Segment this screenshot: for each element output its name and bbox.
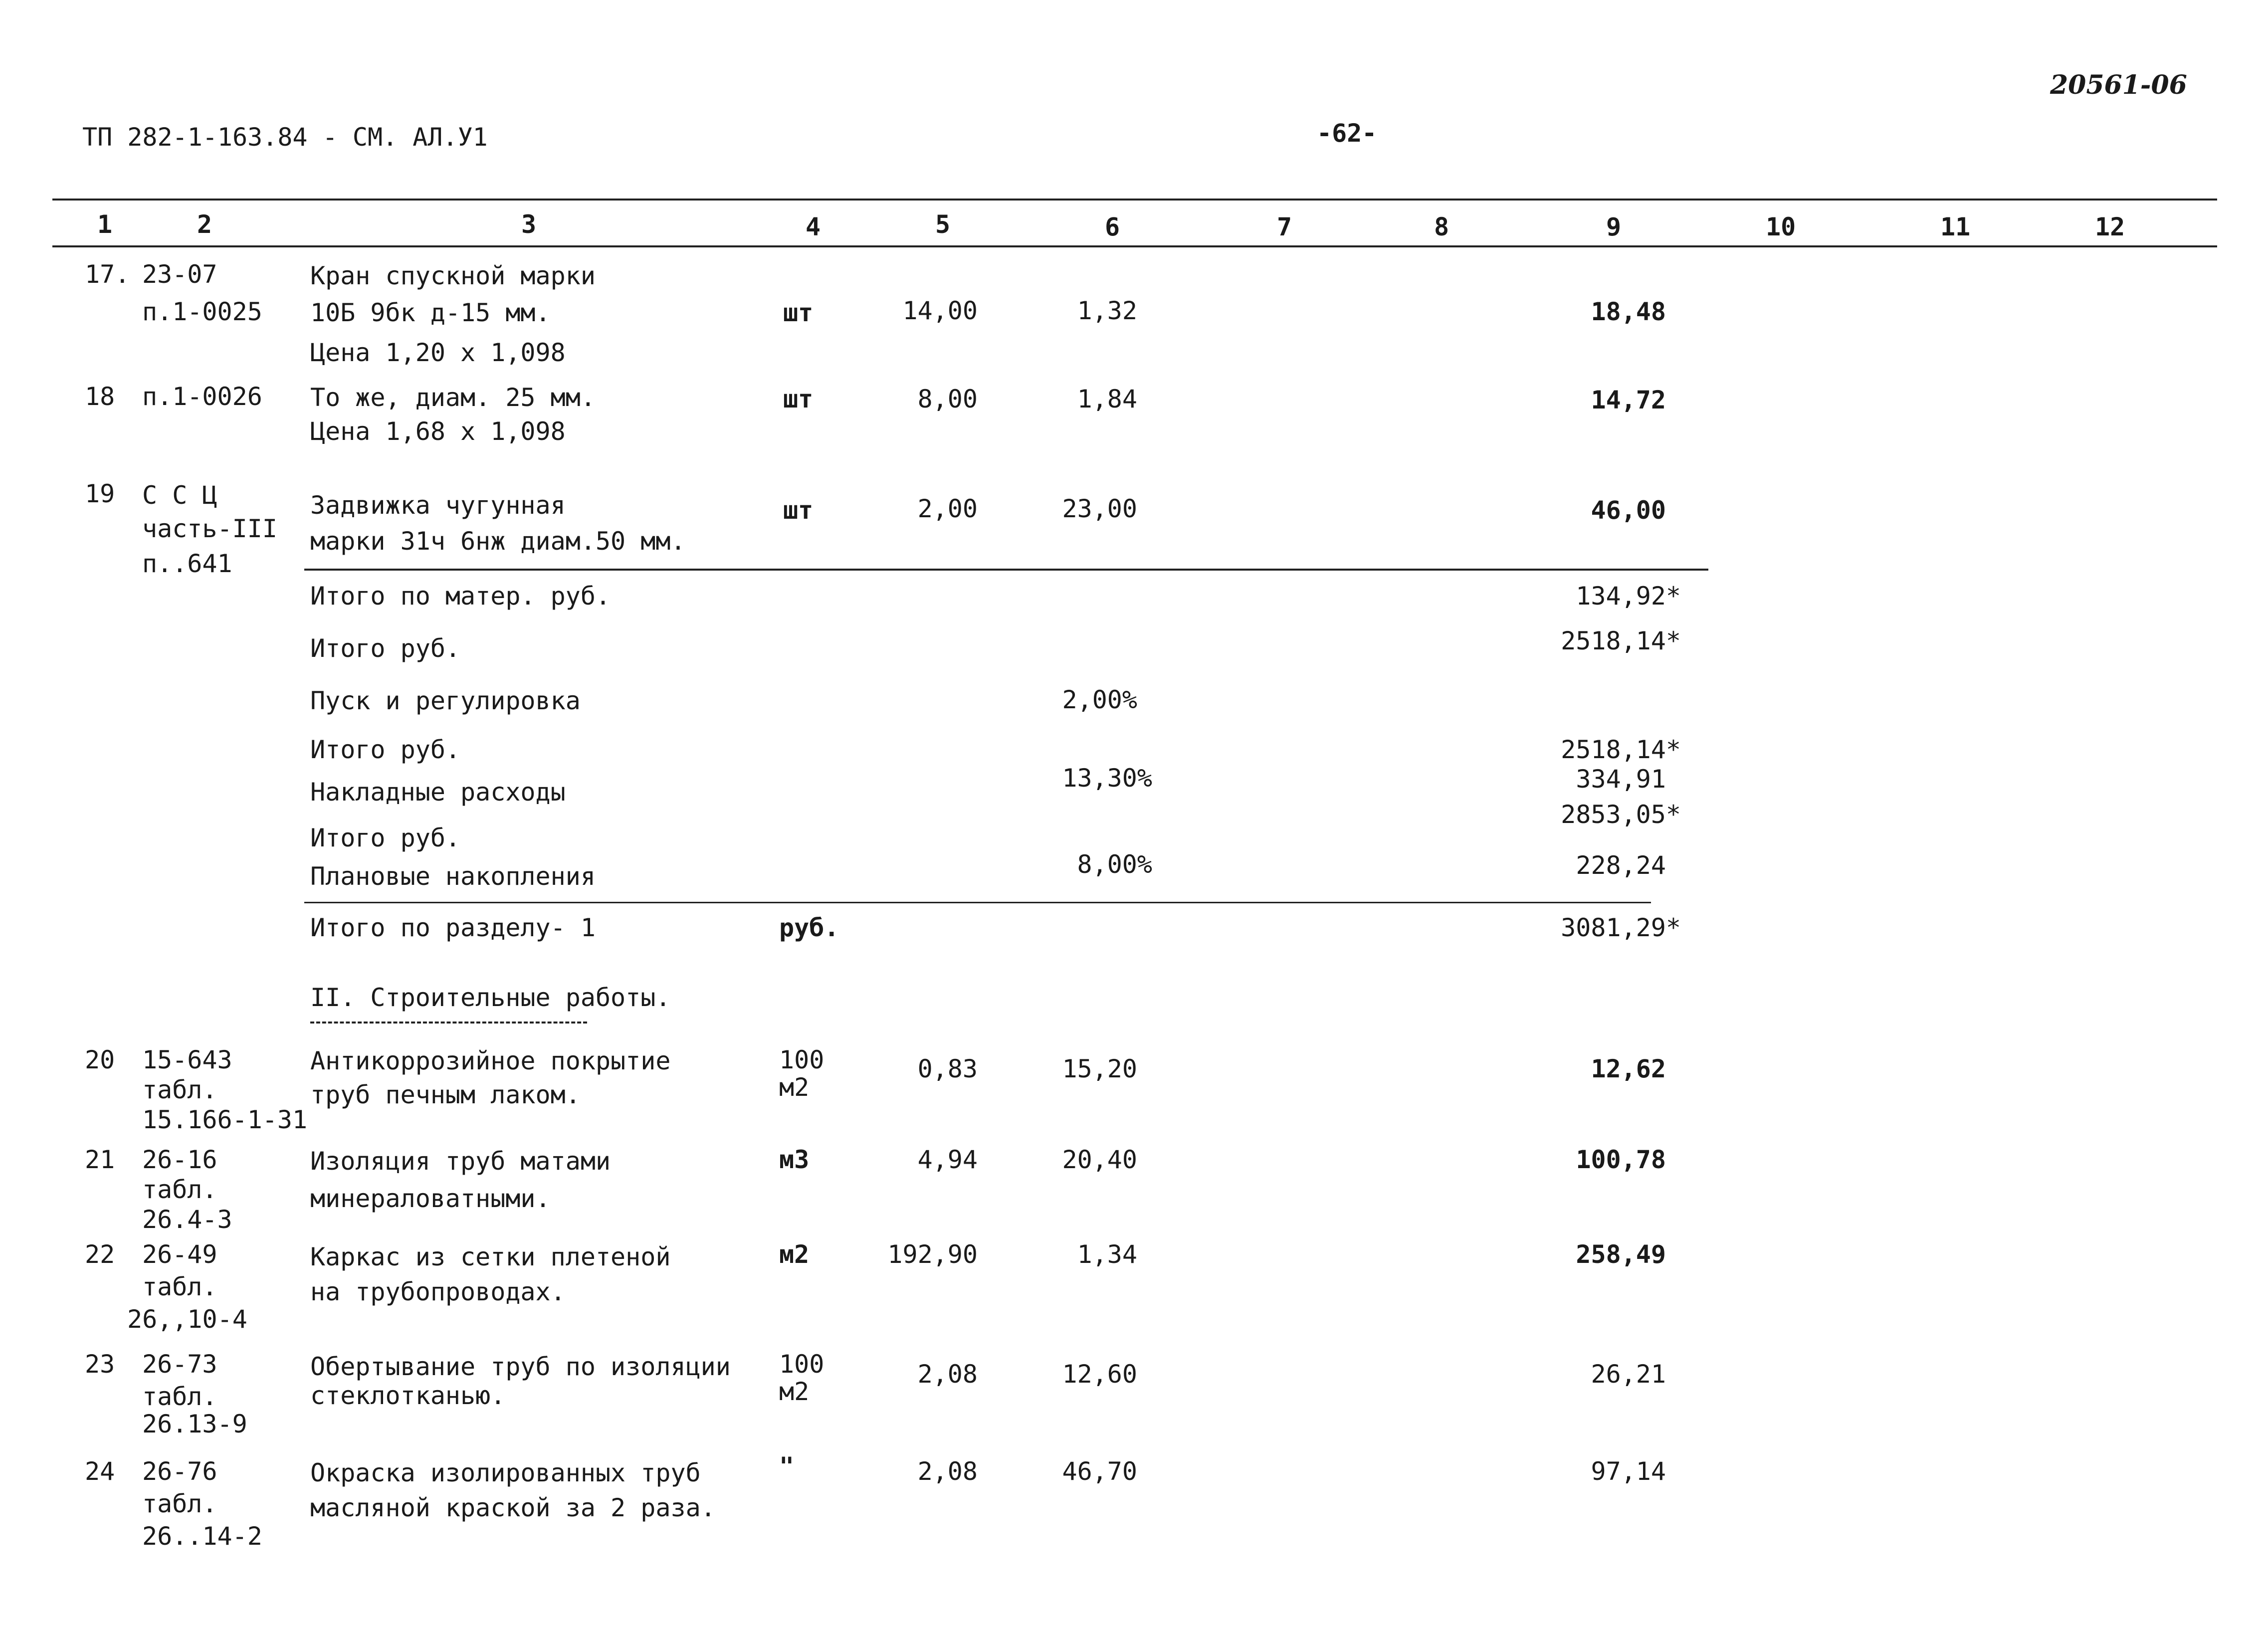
norm-reference: С С Ц [142, 481, 217, 510]
unit: шт [783, 385, 814, 413]
total-cost: 100,78 [1576, 1145, 1666, 1174]
materials-total-label: Итого по матер. руб. [310, 582, 611, 611]
norm-reference: п.1-0026 [142, 382, 262, 411]
item-description: Задвижка чугунная [310, 491, 566, 520]
quantity: 4,94 [917, 1145, 978, 1174]
row-number: 21 [85, 1145, 115, 1174]
quantity: 14,00 [902, 296, 978, 325]
planned-savings-value: 228,24 [1576, 851, 1666, 880]
column-header: 8 [1434, 212, 1449, 241]
materials-total-value: 134,92* [1576, 582, 1681, 611]
overhead-percent: 13,30% [1062, 764, 1152, 793]
norm-reference: табл. [142, 1382, 217, 1411]
norm-reference: п.1-0025 [142, 297, 262, 326]
row-number: 18 [85, 382, 115, 411]
norm-reference: 26,,10-4 [127, 1305, 247, 1334]
row-number: 24 [85, 1457, 115, 1486]
item-description: масляной краской за 2 раза. [310, 1493, 716, 1522]
overhead-value: 334,91 [1576, 765, 1666, 794]
subtotal-label: Итого руб. [310, 735, 461, 764]
archive-stamp: 20561-06 [2050, 70, 2187, 100]
unit: м2 [779, 1240, 810, 1269]
row-number: 20 [85, 1045, 115, 1074]
item-description: марки 31ч 6нж диам.50 мм. [310, 527, 686, 556]
unit: шт [783, 496, 814, 525]
planned-savings-percent: 8,00% [1077, 850, 1152, 879]
item-description: стеклотканью. [310, 1381, 506, 1410]
item-description: Изоляция труб матами [310, 1147, 611, 1176]
row-number: 17. [85, 260, 130, 289]
norm-reference: табл. [142, 1272, 217, 1301]
unit-price: 1,34 [1077, 1240, 1137, 1269]
column-header: 11 [1940, 212, 1971, 241]
section-total-rule [304, 902, 1651, 903]
quantity: 8,00 [917, 385, 978, 413]
norm-reference: 26.4-3 [142, 1205, 232, 1234]
norm-reference: 15.166-1-31 [142, 1105, 308, 1134]
item-description: Цена 1,20 х 1,098 [310, 338, 566, 367]
quantity: 2,00 [917, 494, 978, 523]
norm-reference: 15-643 [142, 1045, 232, 1074]
column-header: 2 [197, 210, 212, 239]
total-cost: 12,62 [1591, 1054, 1666, 1083]
unit: 100 [779, 1045, 825, 1074]
norm-reference: 26-73 [142, 1350, 217, 1379]
norm-reference: 26-16 [142, 1145, 217, 1174]
norm-reference: табл. [142, 1075, 217, 1104]
column-header: 10 [1766, 212, 1796, 241]
column-header: 7 [1276, 212, 1292, 241]
item-description: Обертывание труб по изоляции [310, 1352, 731, 1381]
row-number: 22 [85, 1240, 115, 1269]
subtotal-value: 2853,05* [1561, 800, 1681, 829]
quantity: 2,08 [917, 1457, 978, 1486]
norm-reference: часть-III [142, 514, 277, 543]
unit: 100 [779, 1350, 825, 1379]
subtotal-value: 2518,14* [1561, 735, 1681, 764]
row-number: 23 [85, 1350, 115, 1379]
norm-reference: табл. [142, 1175, 217, 1204]
item-description: Каркас из сетки плетеной [310, 1242, 671, 1271]
norm-reference: табл. [142, 1489, 217, 1518]
unit-price: 23,00 [1062, 494, 1137, 523]
item-description: Окраска изолированных труб [310, 1458, 701, 1487]
column-header: 1 [97, 210, 113, 239]
page-number: -62- [1317, 119, 1377, 148]
planned-savings-label: Плановые накопления [310, 862, 596, 891]
unit-price: 15,20 [1062, 1054, 1137, 1083]
column-header: 5 [935, 210, 951, 239]
total-cost: 26,21 [1591, 1360, 1666, 1389]
total-cost: 97,14 [1591, 1457, 1666, 1486]
unit: м3 [779, 1145, 810, 1174]
section-total-unit: руб. [779, 913, 839, 942]
section-total-label: Итого по разделу- 1 [310, 913, 596, 942]
document-code: ТП 282-1-163.84 - СМ. АЛ.У1 [82, 123, 488, 152]
column-header: 6 [1104, 212, 1120, 241]
norm-reference: 26-76 [142, 1457, 217, 1486]
row-number: 19 [85, 479, 115, 508]
total-cost: 46,00 [1591, 496, 1666, 525]
overhead-label: Накладные расходы [310, 778, 566, 807]
norm-reference: 26-49 [142, 1240, 217, 1269]
unit-price: 1,84 [1077, 385, 1137, 413]
total-cost: 14,72 [1591, 386, 1666, 414]
column-header: 4 [805, 212, 821, 241]
item-description: То же, диам. 25 мм. [310, 383, 596, 412]
unit: м2 [779, 1073, 810, 1102]
commissioning-percent: 2,00% [1062, 685, 1137, 714]
total-cost: 18,48 [1591, 297, 1666, 326]
subtotal-label: Итого руб. [310, 823, 461, 852]
total-cost: 258,49 [1576, 1240, 1666, 1269]
section-heading: II. Строительные работы. [310, 983, 671, 1012]
quantity: 0,83 [917, 1054, 978, 1083]
commissioning-label: Пуск и регулировка [310, 686, 581, 715]
item-description: Кран спускной марки [310, 261, 596, 290]
unit-price: 20,40 [1062, 1145, 1137, 1174]
column-header: 12 [2095, 212, 2125, 241]
section-heading-underline [310, 1022, 587, 1024]
item-description: Антикоррозийное покрытие [310, 1046, 671, 1075]
unit: " [779, 1452, 795, 1481]
unit-price: 1,32 [1077, 296, 1137, 325]
unit-price: 46,70 [1062, 1457, 1137, 1486]
quantity: 2,08 [917, 1360, 978, 1389]
subtotal-rule [304, 569, 1708, 571]
unit: шт [783, 298, 814, 327]
item-description: Цена 1,68 х 1,098 [310, 417, 566, 446]
column-header: 9 [1606, 212, 1622, 241]
norm-reference: п..641 [142, 549, 232, 578]
item-description: 10Б 9бк д-15 мм. [310, 298, 551, 327]
norm-reference: 26.13-9 [142, 1410, 247, 1438]
item-description: на трубопроводах. [310, 1277, 566, 1306]
header-top-rule [52, 199, 2217, 201]
item-description: труб печным лаком. [310, 1080, 581, 1109]
section-total-value: 3081,29* [1561, 913, 1681, 942]
norm-reference: 23-07 [142, 260, 217, 289]
norm-reference: 26..14-2 [142, 1522, 262, 1551]
column-header: 3 [521, 210, 537, 239]
subtotal-value: 2518,14* [1561, 626, 1681, 655]
item-description: минераловатными. [310, 1184, 551, 1213]
quantity: 192,90 [887, 1240, 978, 1269]
header-bottom-rule [52, 245, 2217, 247]
unit: м2 [779, 1377, 810, 1406]
unit-price: 12,60 [1062, 1360, 1137, 1389]
subtotal-label: Итого руб. [310, 634, 461, 663]
